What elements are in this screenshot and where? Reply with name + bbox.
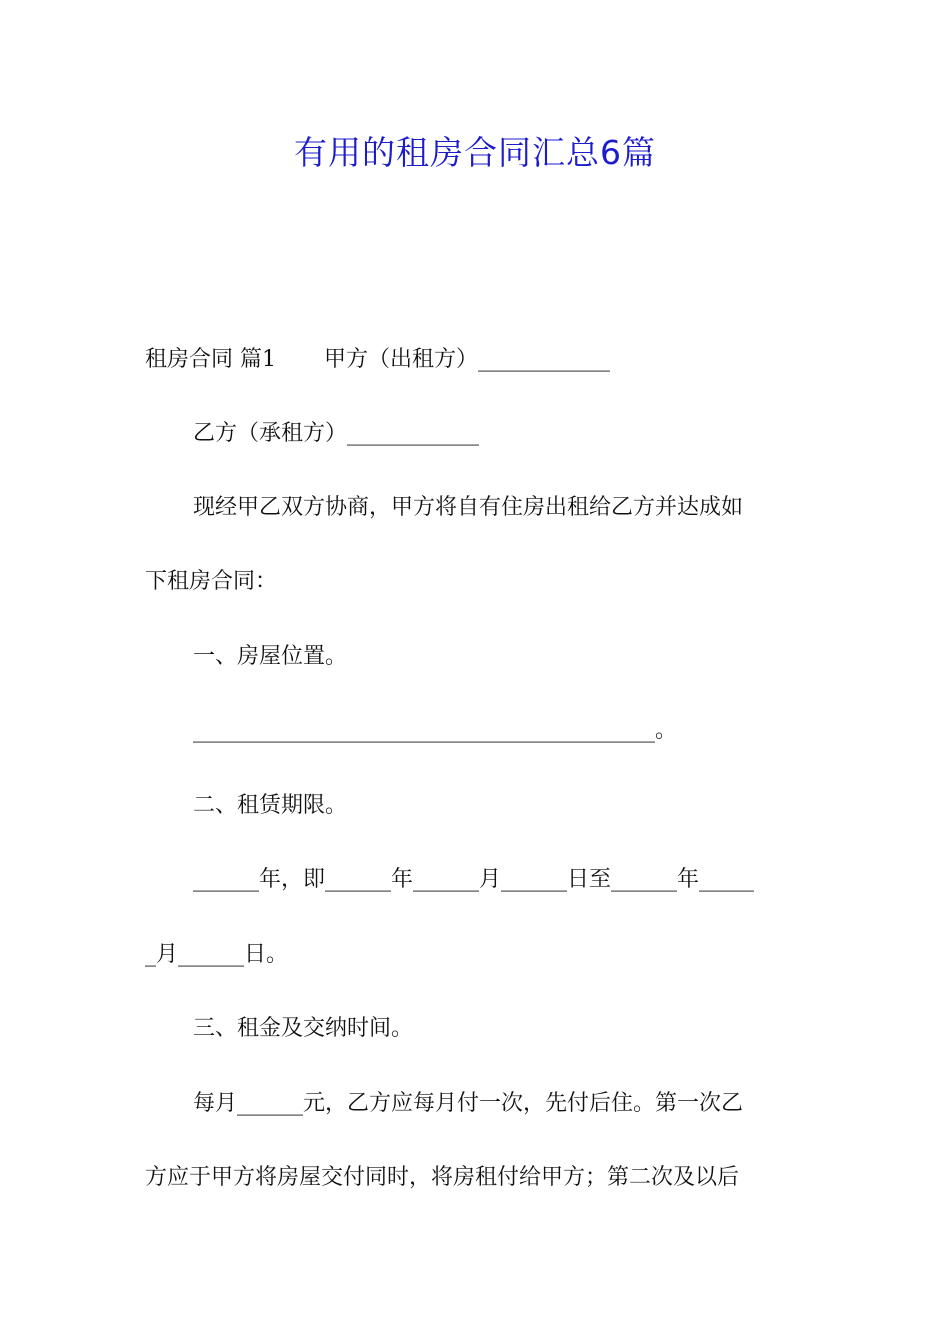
document-title: 有用的租房合同汇总6篇 — [294, 133, 656, 172]
party-b-field: 乙方（承租方）____________ — [193, 421, 480, 446]
lease-term-line-1: ______年，即______年______月______日至______年_____ — [193, 867, 755, 892]
paragraph-intro-line-2: 下租房合同： — [145, 569, 278, 594]
contract-section-heading: 租房合同 篇1 — [145, 347, 276, 372]
house-location-blank: __________________________________________。 — [193, 718, 678, 743]
section-3-heading: 三、租金及交纳时间。 — [193, 1016, 414, 1041]
paragraph-intro-line-1: 现经甲乙双方协商，甲方将自有住房出租给乙方并达成如 — [193, 495, 744, 520]
contract-heading-line — [145, 340, 825, 380]
section-2-heading: 二、租赁期限。 — [193, 793, 348, 818]
section-1-heading: 一、房屋位置。 — [193, 644, 348, 669]
party-a-field: 甲方（出租方）____________ — [324, 347, 611, 372]
rent-paragraph-line-1: 每月______元，乙方应每月付一次，先付后住。第一次乙 — [193, 1091, 744, 1116]
lease-term-line-2: _月______日。 — [145, 942, 289, 967]
rent-paragraph-line-2: 方应于甲方将房屋交付同时，将房租付给甲方；第二次及以后 — [145, 1165, 740, 1190]
